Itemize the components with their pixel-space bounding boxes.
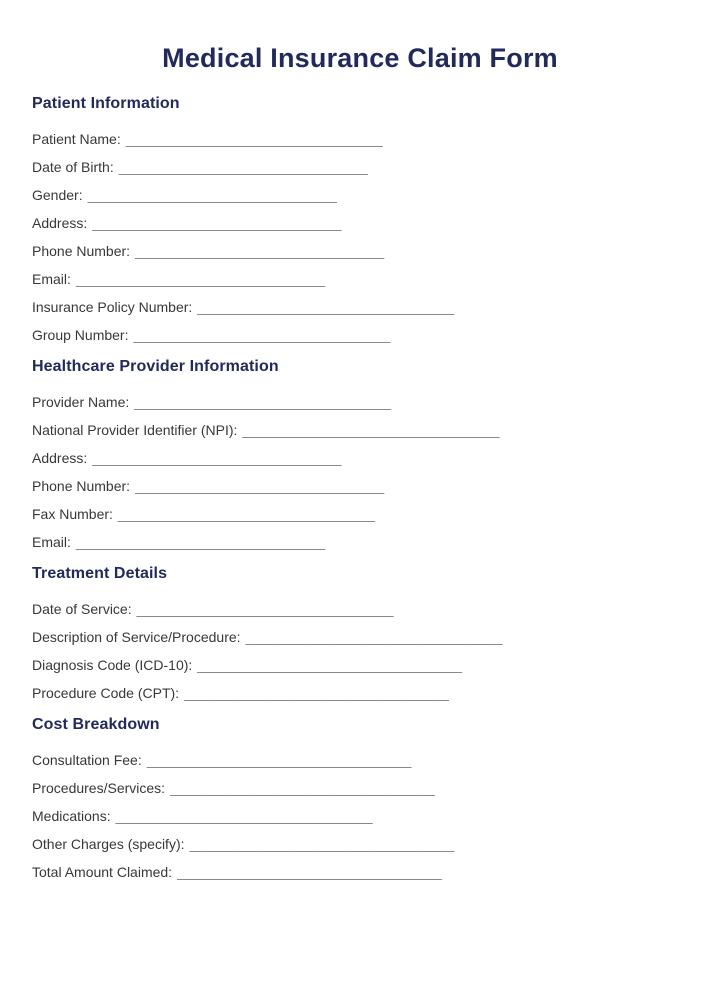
field-fax-number <box>32 505 688 523</box>
field-blank-line: ________________________________ <box>87 187 337 203</box>
field-label: Insurance Policy Number: <box>32 299 193 315</box>
field-description-of-service <box>32 628 688 646</box>
field-label: Total Amount Claimed: <box>32 864 173 880</box>
field-label: Description of Service/Procedure: <box>32 629 241 645</box>
field-label: Address: <box>32 450 88 466</box>
cost-breakdown-heading: Cost Breakdown <box>32 716 160 733</box>
field-label: Address: <box>32 215 88 231</box>
field-blank-line: ________________________________ <box>92 215 342 231</box>
field-blank-line: ________________________________ <box>75 271 326 287</box>
field-npi <box>32 421 688 439</box>
field-blank-line: _________________________________ <box>117 506 375 522</box>
field-patient-name <box>32 130 688 148</box>
field-provider-phone-number <box>32 477 688 495</box>
field-medications <box>32 807 688 825</box>
field-label: Patient Name: <box>32 131 121 147</box>
field-label: Date of Service: <box>32 601 132 617</box>
field-label: Email: <box>32 271 71 287</box>
field-label: Diagnosis Code (ICD-10): <box>32 657 193 673</box>
field-blank-line: ________________________________ <box>75 534 326 550</box>
field-provider-email <box>32 533 688 551</box>
field-provider-name <box>32 393 688 411</box>
field-label: Gender: <box>32 187 83 203</box>
patient-information-heading: Patient Information <box>32 95 180 112</box>
field-date-of-birth <box>32 158 688 176</box>
field-procedures-services <box>32 779 688 797</box>
field-insurance-policy-number <box>32 298 688 316</box>
field-group-number <box>32 326 688 344</box>
page-title: Medical Insurance Claim Form <box>162 43 558 73</box>
section-cost-breakdown <box>32 715 688 881</box>
field-other-charges <box>32 835 688 853</box>
field-patient-email <box>32 270 688 288</box>
field-blank-line: __________________________________ <box>189 836 455 852</box>
field-blank-line: __________________________________ <box>146 752 412 768</box>
field-total-amount-claimed <box>32 863 688 881</box>
field-diagnosis-code <box>32 656 688 674</box>
field-blank-line: _________________________________ <box>245 629 503 645</box>
field-blank-line: _________________________________ <box>242 422 500 438</box>
field-label: Consultation Fee: <box>32 752 142 768</box>
field-blank-line: ________________________________ <box>135 243 385 259</box>
field-date-of-service <box>32 600 688 618</box>
field-patient-address <box>32 214 688 232</box>
field-patient-phone-number <box>32 242 688 260</box>
section-patient-information <box>32 94 688 344</box>
field-consultation-fee <box>32 751 688 769</box>
field-label: Procedures/Services: <box>32 780 166 796</box>
field-blank-line: _________________________________ <box>125 131 383 147</box>
section-healthcare-provider-information <box>32 357 688 551</box>
field-label: Email: <box>32 534 71 550</box>
field-blank-line: __________________________________ <box>170 780 435 796</box>
field-blank-line: __________________________________ <box>177 864 442 880</box>
section-treatment-details <box>32 564 688 702</box>
field-label: Phone Number: <box>32 478 131 494</box>
field-blank-line: __________________________________ <box>197 657 463 673</box>
field-blank-line: _________________________________ <box>115 808 373 824</box>
field-label: National Provider Identifier (NPI): <box>32 422 238 438</box>
field-blank-line: _________________________________ <box>197 299 455 315</box>
field-blank-line: _________________________________ <box>134 394 392 410</box>
field-label: Phone Number: <box>32 243 131 259</box>
treatment-details-heading: Treatment Details <box>32 565 168 582</box>
field-label: Other Charges (specify): <box>32 836 185 852</box>
field-label: Medications: <box>32 808 111 824</box>
field-label: Fax Number: <box>32 506 113 522</box>
field-procedure-code <box>32 684 688 702</box>
field-label: Date of Birth: <box>32 159 114 175</box>
field-blank-line: ________________________________ <box>118 159 368 175</box>
field-blank-line: _________________________________ <box>133 327 391 343</box>
field-blank-line: ________________________________ <box>135 478 385 494</box>
healthcare-provider-information-heading: Healthcare Provider Information <box>32 358 279 375</box>
field-provider-address <box>32 449 688 467</box>
field-blank-line: _________________________________ <box>136 601 394 617</box>
field-gender <box>32 186 688 204</box>
field-label: Procedure Code (CPT): <box>32 685 180 701</box>
field-blank-line: __________________________________ <box>184 685 449 701</box>
field-label: Provider Name: <box>32 394 130 410</box>
field-label: Group Number: <box>32 327 129 343</box>
field-blank-line: ________________________________ <box>92 450 342 466</box>
